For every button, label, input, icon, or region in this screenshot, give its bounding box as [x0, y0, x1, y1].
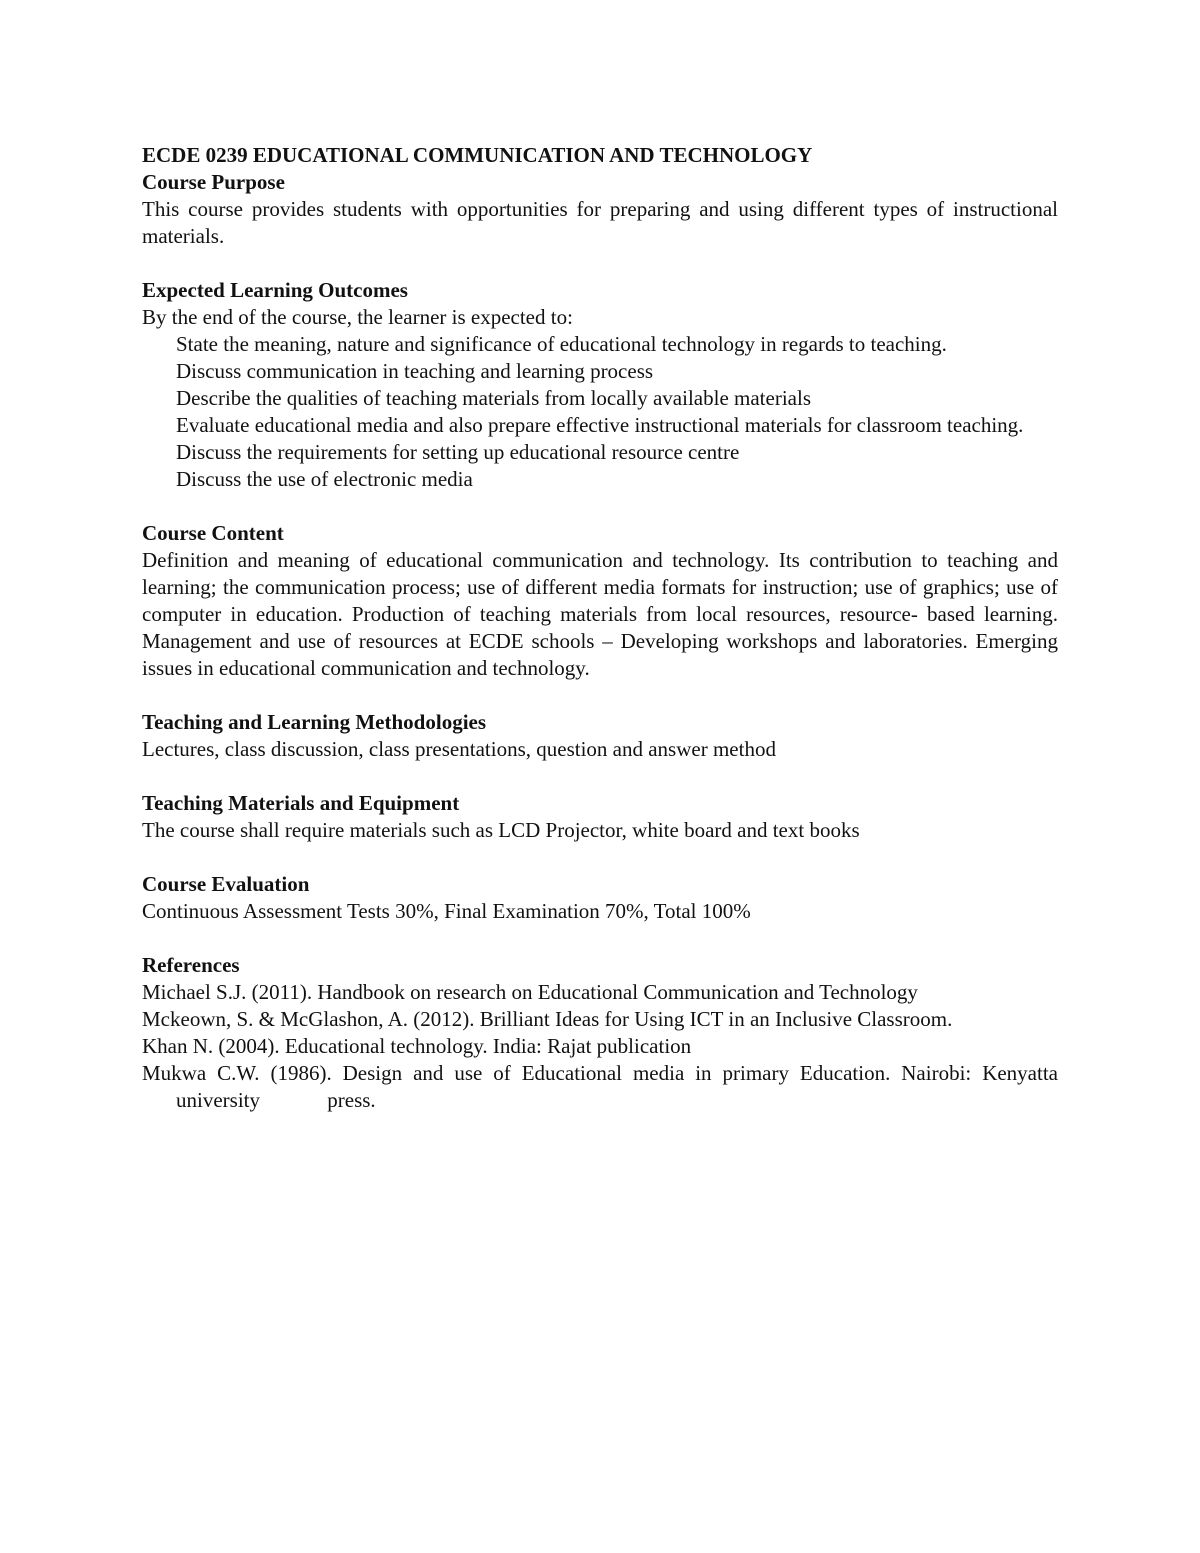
evaluation-text: Continuous Assessment Tests 30%, Final Examination 70%, Total 100%	[142, 899, 751, 923]
outcome-item: State the meaning, nature and significance of educational technology in regards to teaching.	[176, 332, 947, 356]
reference-item	[142, 1060, 1058, 1114]
outcome-item: Describe the qualities of teaching materials from locally available materials	[176, 386, 811, 410]
methodologies-heading: Teaching and Learning Methodologies	[142, 710, 487, 734]
outcome-item: Evaluate educational media and also prepare effective instructional materials for classroom teaching.	[176, 413, 1024, 437]
reference-publisher-text: press.	[327, 1088, 376, 1112]
outcome-item: Discuss the requirements for setting up educational resource centre	[176, 440, 740, 464]
spacer	[142, 763, 1058, 790]
outcome-item: Discuss communication in teaching and learning process	[176, 359, 654, 383]
outcomes-list	[142, 331, 1058, 493]
reference-main-text: Mukwa C.W. (1986). Design and use of Educational media in primary Education. Nairobi: Kenyatta university	[142, 1061, 1058, 1112]
spacer	[142, 844, 1058, 871]
purpose-text: This course provides students with opportunities for preparing and using different types of instructional materials.	[142, 197, 1058, 248]
course-title: ECDE 0239 EDUCATIONAL COMMUNICATION AND TECHNOLOGY	[142, 143, 813, 167]
reference-item: Mckeown, S. & McGlashon, A. (2012). Brilliant Ideas for Using ICT in an Inclusive Classroom.	[142, 1007, 953, 1031]
document-page	[142, 142, 1058, 1114]
materials-heading: Teaching Materials and Equipment	[142, 791, 460, 815]
reference-item: Michael S.J. (2011). Handbook on research on Educational Communication and Technology	[142, 980, 918, 1004]
purpose-heading: Course Purpose	[142, 170, 285, 194]
content-heading: Course Content	[142, 521, 284, 545]
evaluation-heading: Course Evaluation	[142, 872, 310, 896]
methodologies-text: Lectures, class discussion, class presentations, question and answer method	[142, 737, 776, 761]
outcomes-intro: By the end of the course, the learner is expected to:	[142, 305, 573, 329]
spacer	[142, 682, 1058, 709]
spacer	[142, 250, 1058, 277]
spacer	[142, 493, 1058, 520]
outcome-item: Discuss the use of electronic media	[176, 467, 473, 491]
outcomes-heading: Expected Learning Outcomes	[142, 278, 408, 302]
references-heading: References	[142, 953, 240, 977]
spacer	[142, 925, 1058, 952]
references-list	[142, 979, 1058, 1114]
reference-item: Khan N. (2004). Educational technology. India: Rajat publication	[142, 1034, 692, 1058]
materials-text: The course shall require materials such as LCD Projector, white board and text books	[142, 818, 860, 842]
content-text: Definition and meaning of educational communication and technology. Its contribution to teaching and learning; the communication process; use of different media formats for instruction; use of graphics; use of computer in education. Production of teaching materials from local resources, resource- based learning. Management and use of resources at ECDE schools – Developing workshops and laboratories. Emerging issues in educational communication and technology.	[142, 548, 1058, 680]
